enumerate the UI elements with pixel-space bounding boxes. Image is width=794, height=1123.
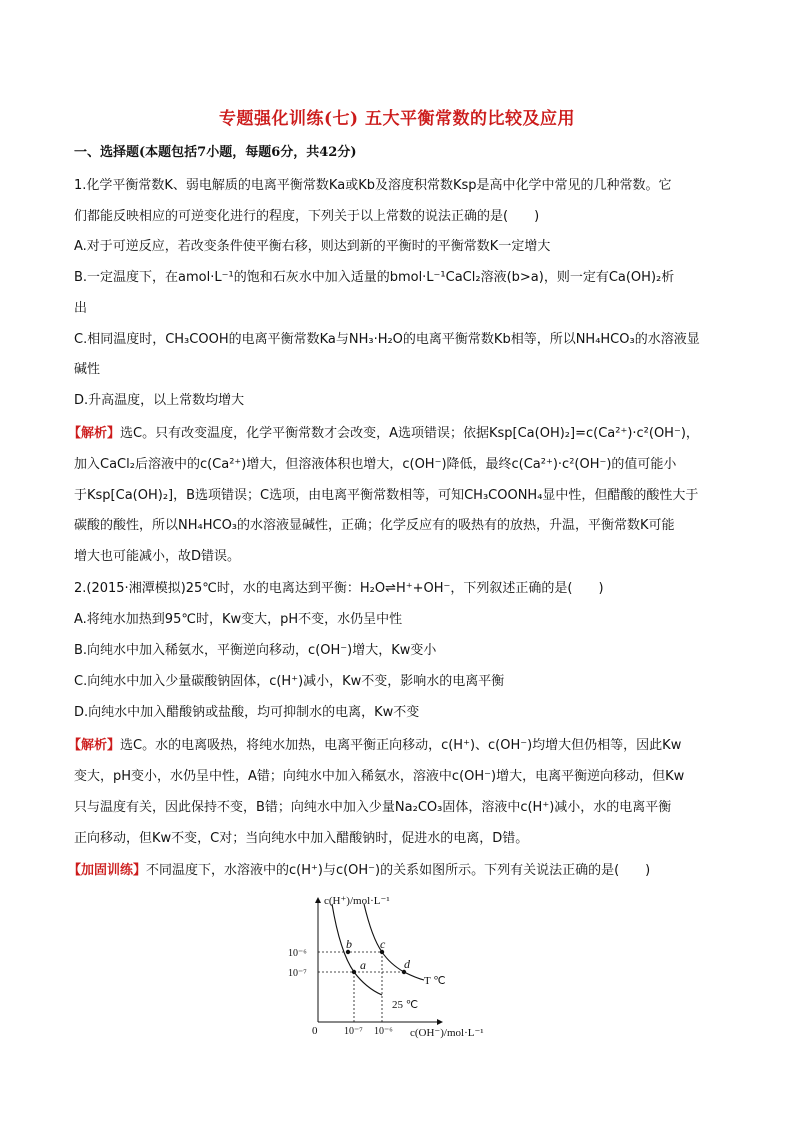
point-label-d: d [404, 957, 410, 971]
point-label-b: b [346, 937, 352, 951]
q1-option-c-2: 碱性 [74, 362, 101, 377]
xtick-1e-7: 10⁻⁷ [344, 1026, 363, 1037]
q1-analysis-5: 增大也可能减小，故D错误。 [74, 549, 241, 564]
chart-svg [284, 890, 504, 1040]
curve-25c [332, 904, 382, 995]
analysis-tag: 【解析】 [68, 426, 121, 441]
q1-option-a: A.对于可逆反应，若改变条件使平衡右移，则达到新的平衡时的平衡常数K一定增大 [74, 239, 551, 254]
analysis-text: 选C。只有改变温度，化学平衡常数才会改变，A选项错误；依据Ksp[Ca(OH)₂]=c(Ca²⁺)·c²(OH⁻)， [120, 426, 699, 441]
section-heading: 一、选择题(本题包括7小题，每题6分，共42分) [74, 145, 357, 160]
q1-analysis-3: 于Ksp[Ca(OH)₂]，B选项错误；C选项，由电离平衡常数相等，可知CH₃COONH₄显中性，但醋酸的酸性大于 [74, 488, 699, 503]
ytick-1e-7: 10⁻⁷ [288, 968, 307, 979]
q1-option-b-2: 出 [74, 301, 88, 316]
q1-analysis-1 [68, 425, 699, 443]
q1-stem-1: 1.化学平衡常数K、弱电解质的电离平衡常数Ka或Kb及溶度积常数Ksp是高中化学中常见的几种常数。它 [74, 178, 672, 193]
q1-analysis-4: 碳酸的酸性，所以NH₄HCO₃的水溶液显碱性，正确；化学反应有的吸热有的放热，升温，平衡常数K可能 [74, 518, 675, 533]
series-label-tc: T ℃ [424, 975, 446, 987]
ytick-1e-6: 10⁻⁶ [288, 948, 307, 959]
q2-option-c: C.向纯水中加入少量碳酸钠固体，c(H⁺)减小，Kw不变，影响水的电离平衡 [74, 674, 505, 689]
analysis-tag: 【解析】 [68, 738, 121, 753]
q2-stem: 2.(2015·湘潭模拟)25℃时，水的电离达到平衡：H₂O⇌H⁺+OH⁻，下列叙述正确的是( ) [74, 581, 604, 596]
q2-option-d: D.向纯水中加入醋酸钠或盐酸，均可抑制水的电离，Kw不变 [74, 705, 420, 720]
point-a [352, 970, 356, 974]
q2-analysis-2: 变大，pH变小，水仍呈中性，A错；向纯水中加入稀氨水，溶液中c(OH⁻)增大，电离平衡逆向移动，但Kw [74, 769, 685, 784]
point-label-c: c [380, 937, 386, 951]
x-axis-label: c(OH⁻)/mol·L⁻¹ [410, 1027, 484, 1039]
q2-analysis-4: 正向移动，但Kw不变，C对；当向纯水中加入醋酸钠时，促进水的电离，D错。 [74, 831, 529, 846]
curve-tc [364, 904, 424, 980]
q1-stem-2: 们都能反映相应的可逆变化进行的程度，下列关于以上常数的说法正确的是( ) [74, 209, 540, 224]
q2-analysis-1 [68, 737, 681, 755]
reinforce-text: 不同温度下，水溶液中的c(H⁺)与c(OH⁻)的关系如图所示。下列有关说法正确的是( ) [146, 863, 651, 878]
analysis-text: 选C。水的电离吸热，将纯水加热，电离平衡正向移动，c(H⁺)、c(OH⁻)均增大但仍相等，因此Kw [120, 738, 682, 753]
water-ionization-chart [284, 890, 504, 1040]
xtick-1e-6: 10⁻⁶ [374, 1026, 393, 1037]
q2-option-a: A.将纯水加热到95℃时，Kw变大，pH不变，水仍呈中性 [74, 612, 403, 627]
point-label-a: a [360, 958, 366, 972]
q1-option-c-1: C.相同温度时，CH₃COOH的电离平衡常数Ka与NH₃·H₂O的电离平衡常数Kb相等，所以NH₄HCO₃的水溶液显 [74, 332, 700, 347]
reinforce-line [68, 862, 650, 880]
q1-option-d: D.升高温度，以上常数均增大 [74, 393, 245, 408]
page-title: 专题强化训练(七) 五大平衡常数的比较及应用 [218, 109, 575, 129]
q1-option-b-1: B.一定温度下，在amol·L⁻¹的饱和石灰水中加入适量的bmol·L⁻¹CaCl₂溶液(b>a)，则一定有Ca(OH)₂析 [74, 270, 675, 285]
y-axis-label: c(H⁺)/mol·L⁻¹ [324, 895, 390, 907]
reinforce-tag: 【加固训练】 [68, 863, 147, 878]
q1-analysis-2: 加入CaCl₂后溶液中的c(Ca²⁺)增大，但溶液体积也增大，c(OH⁻)降低，最终c(Ca²⁺)·c²(OH⁻)的值可能小 [74, 457, 677, 472]
q2-analysis-3: 只与温度有关，因此保持不变，B错；向纯水中加入少量Na₂CO₃固体，溶液中c(H⁺)减小，水的电离平衡 [74, 800, 672, 815]
q2-option-b: B.向纯水中加入稀氨水，平衡逆向移动，c(OH⁻)增大，Kw变小 [74, 643, 437, 658]
series-label-25c: 25 ℃ [392, 999, 419, 1011]
origin-label: 0 [312, 1025, 318, 1037]
